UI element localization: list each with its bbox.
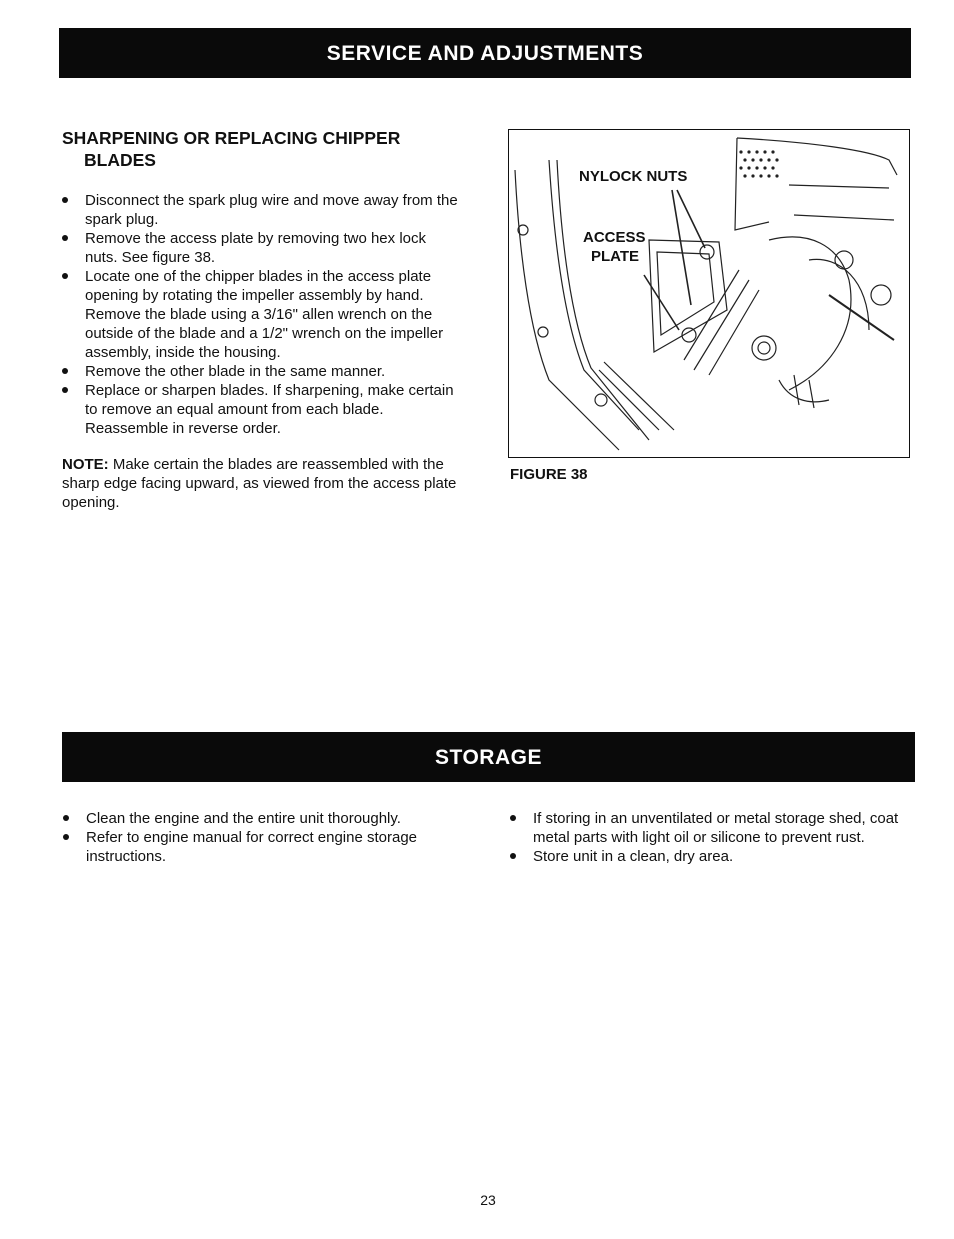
page-number: 23 — [480, 1192, 496, 1208]
callout-access: ACCESS — [583, 229, 646, 246]
section-banner-service: SERVICE AND ADJUSTMENTS — [59, 28, 911, 78]
section-title-chipper-blades — [62, 127, 482, 171]
blade-steps-list — [61, 191, 461, 438]
list-item: Disconnect the spark plug wire and move away from the spark plug. — [61, 191, 461, 229]
storage-list-right — [509, 809, 904, 866]
section-title-line2: BLADES — [84, 150, 156, 170]
list-item: Remove the access plate by removing two hex lock nuts. See figure 38. — [61, 229, 461, 267]
list-item: Clean the engine and the entire unit thoroughly. — [62, 809, 462, 828]
list-item: Replace or sharpen blades. If sharpening, make certain to remove an equal amount from each blade. Reassemble in reverse order. — [61, 381, 461, 438]
list-item: Remove the other blade in the same manner. — [61, 362, 461, 381]
note-paragraph — [62, 455, 472, 512]
chipper-access-plate-drawing — [509, 130, 910, 458]
section-banner-storage: STORAGE — [62, 732, 915, 782]
storage-list-left — [62, 809, 462, 866]
note-text: Make certain the blades are reassembled with the sharp edge facing upward, as viewed from the access plate opening. — [62, 456, 457, 511]
list-item: Store unit in a clean, dry area. — [509, 847, 904, 866]
figure-38-illustration — [508, 129, 910, 458]
list-item: If storing in an unventilated or metal storage shed, coat metal parts with light oil or silicone to prevent rust. — [509, 809, 904, 847]
figure-caption: FIGURE 38 — [510, 466, 588, 483]
section-title-line1: SHARPENING OR REPLACING CHIPPER — [62, 128, 401, 148]
note-label: NOTE: — [62, 456, 109, 473]
callout-nylock-nuts: NYLOCK NUTS — [579, 168, 688, 185]
callout-plate: PLATE — [591, 248, 640, 265]
list-item: Refer to engine manual for correct engine storage instructions. — [62, 828, 462, 866]
list-item: Locate one of the chipper blades in the access plate opening by rotating the impeller assembly by hand. Remove the blade using a 3/16" allen wrench on the outside of the blade and a 1/2" wrench on the impeller assembly, inside the housing. — [61, 267, 461, 362]
